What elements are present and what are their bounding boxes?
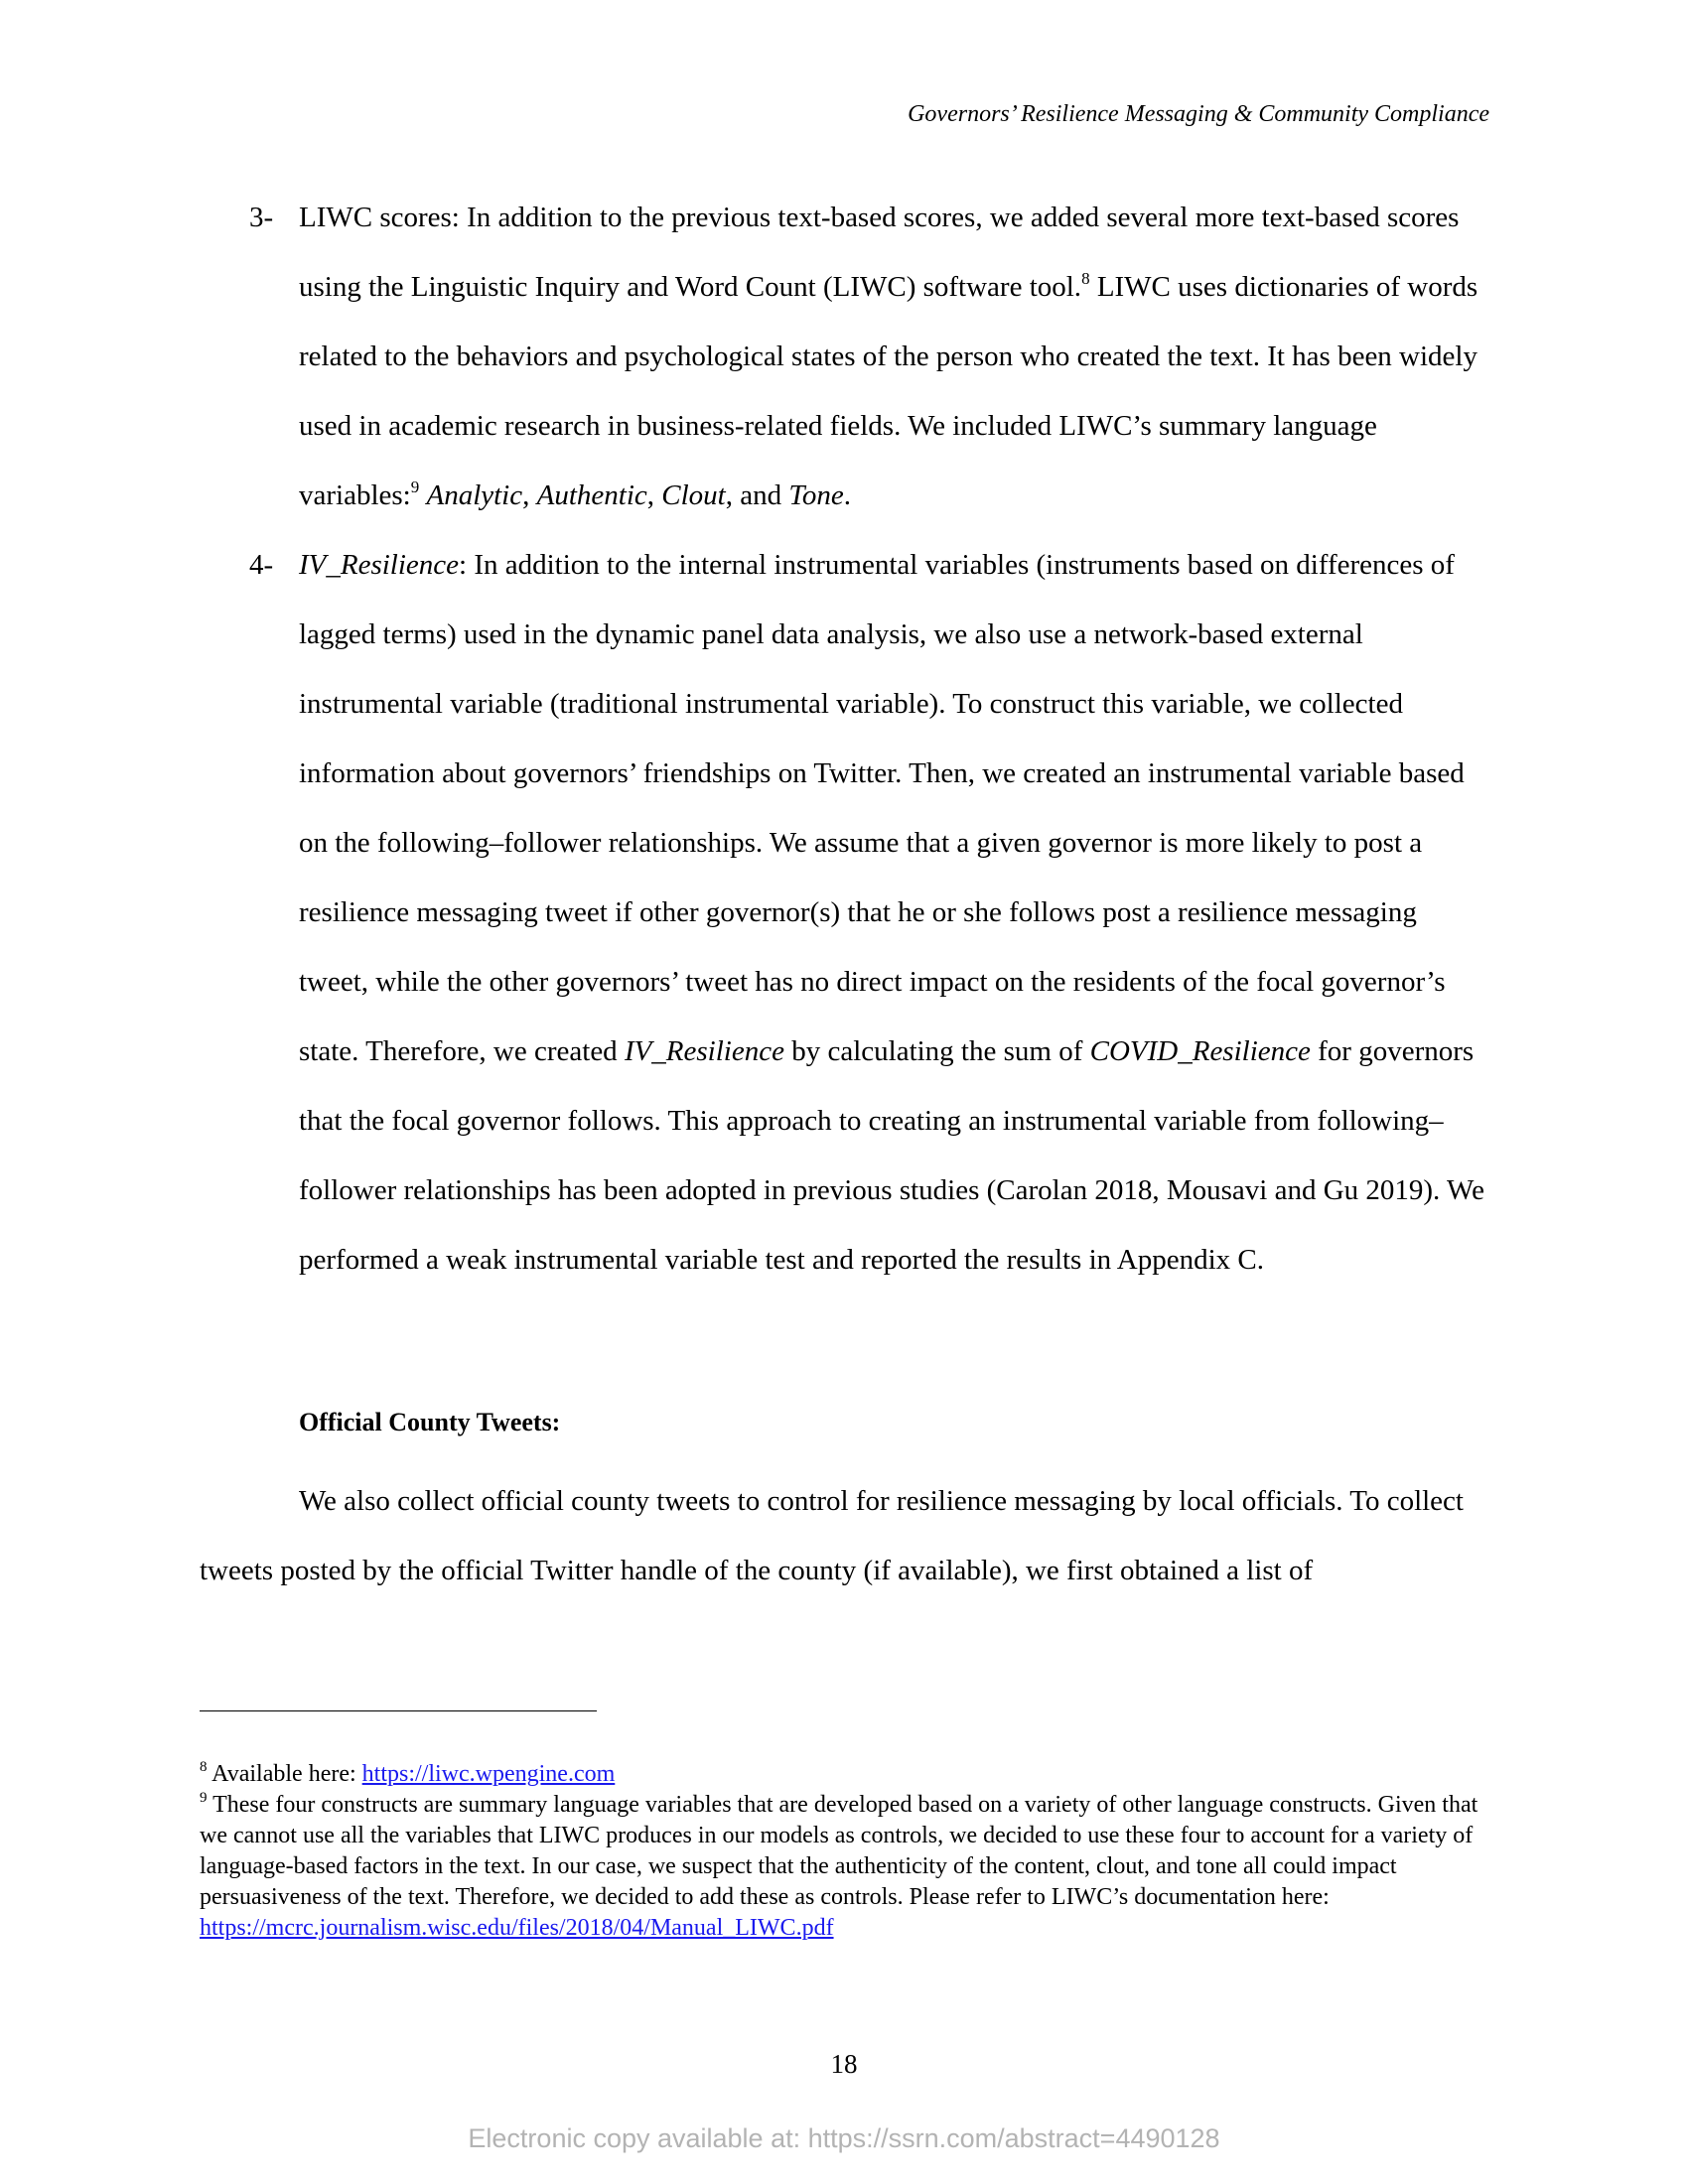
separator: , — [522, 479, 537, 511]
iv-text-part-1: : In addition to the internal instrumental variables (instruments based on differences of lagged terms) used in the dynamic panel data analysis, we also use a network-based external instrumental variable (traditional instrumental variable). To construct this variable, we collected information about governors’ friendships on Twitter. Then, we created an instrumental variable based on the following–follower relationships. We assume that a given governor is more likely to post a resilience messaging tweet if other governor(s) that he or she follows post a resilience messaging tweet, while the other governors’ tweet has no direct impact on the residents of the focal governor’s state. Therefore, we created — [299, 549, 1465, 1067]
liwc-text-part-2: LIWC uses dictionaries of words related to the behaviors and psychological states of the person who created the text. It has been widely used in academic research in business-related fields. We included LIWC’s summary language variables: — [299, 271, 1478, 511]
list-item-text — [299, 530, 1488, 1295]
var-analytic: Analytic — [426, 479, 523, 511]
footnote-9 — [200, 1790, 1488, 1944]
iv-text-part-3: for governors that the focal governor follows. This approach to creating an instrumental variable from following–follower relationships has been adopted in previous studies (Carolan 2018, Mousavi and Gu 2019). We performed a weak instrumental variable test and reported the results in Appendix C. — [299, 1035, 1484, 1276]
list-item-number: 4- — [249, 549, 274, 581]
running-header: Governors’ Resilience Messaging & Community Compliance — [908, 101, 1489, 127]
separator: , and — [725, 479, 789, 511]
ssrn-watermark: Electronic copy available at: https://ssrn.com/abstract=4490128 — [468, 2123, 1220, 2153]
list-item-number: 3- — [249, 202, 274, 233]
liwc-website-link[interactable]: https://liwc.wpengine.com — [361, 1761, 616, 1787]
separator: , — [646, 479, 662, 511]
var-authentic: Authentic — [536, 479, 647, 511]
sentence-end: . — [843, 479, 851, 511]
var-clout: Clout — [661, 479, 726, 511]
footnote-8 — [200, 1759, 1488, 1790]
term-iv-resilience: IV_Resilience — [299, 549, 460, 581]
footnote-mark: 9 — [200, 1790, 208, 1806]
liwc-text-part-1: LIWC scores: In addition to the previous text-based scores, we added several more text-based scores using the Linguistic Inquiry and Word Count (LIWC) software tool. — [299, 202, 1460, 303]
footnote-mark: 8 — [200, 1759, 208, 1775]
footnote-text: Available here: — [207, 1761, 362, 1787]
footnote-divider — [200, 1710, 597, 1711]
footnote-ref-8[interactable]: 8 — [1081, 269, 1090, 288]
footnote-text: These four constructs are summary language variables that are developed based on a variety of other language constructs. Given that we cannot use all the variables that LIWC produces in our models as controls, we decided to use these four to account for a variety of language-based factors in the text. In our case, we suspect that the authenticity of the content, clout, and tone all could impact persuasiveness of the text. Therefore, we decided to add these as controls. Please refer to LIWC’s documentation here: — [200, 1792, 1478, 1910]
list-item-iv-resilience — [249, 530, 1488, 1295]
page-number: 18 — [830, 2049, 858, 2079]
var-tone: Tone — [788, 479, 844, 511]
liwc-manual-link[interactable]: https://mcrc.journalism.wisc.edu/files/2018/04/Manual_LIWC.pdf — [200, 1915, 834, 1941]
iv-text-part-2: by calculating the sum of — [783, 1035, 1090, 1067]
list-item-text — [299, 183, 1488, 530]
footnotes — [200, 1759, 1488, 1944]
section-heading: Official County Tweets: — [299, 1408, 561, 1436]
term-iv-resilience: IV_Resilience — [624, 1035, 784, 1067]
term-covid-resilience: COVID_Resilience — [1089, 1035, 1311, 1067]
footnote-ref-9[interactable]: 9 — [410, 478, 420, 496]
body-paragraph: We also collect official county tweets to control for resilience messaging by local officials. To collect tweets posted by the official Twitter handle of the county (if available), we first obtained a list of — [200, 1485, 1464, 1586]
list-item-liwc-scores — [249, 183, 1488, 530]
